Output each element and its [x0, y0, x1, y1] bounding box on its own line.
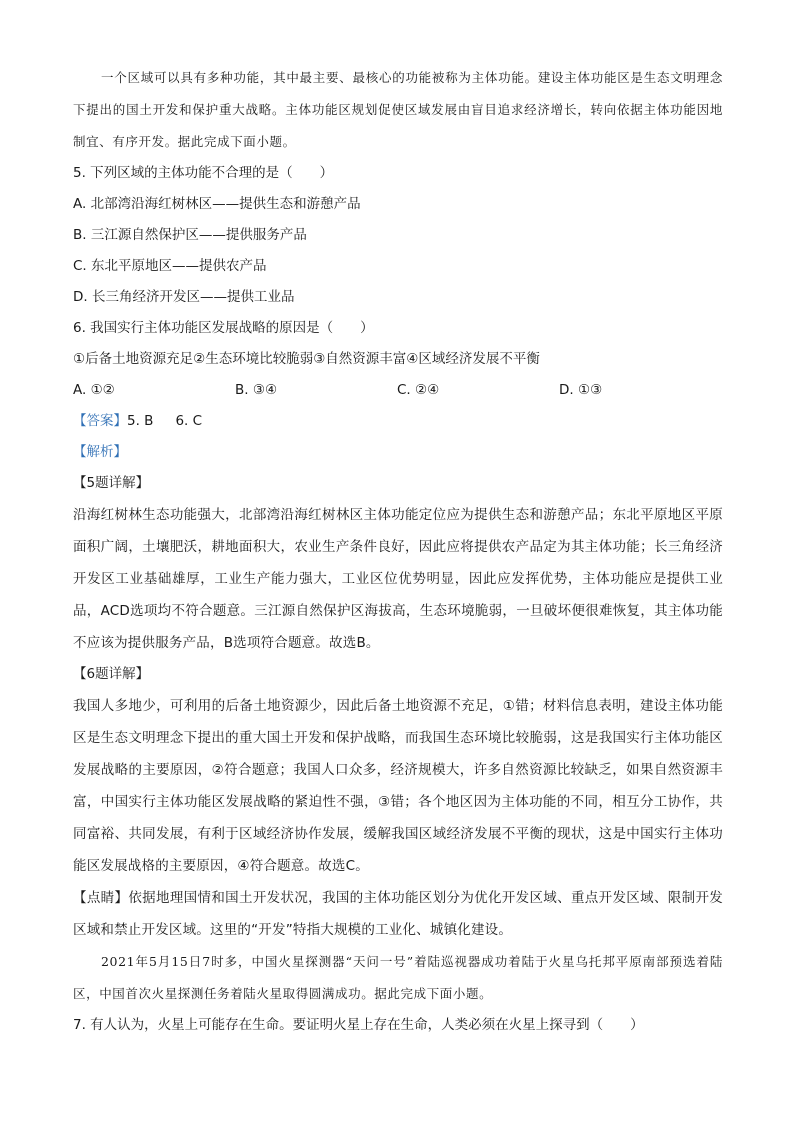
passage-2: 2021年5月15日7时多，中国火星探测器“天问一号”着陆巡视器成功着陆于火星乌托邦平原南部预选着陆区，中国首次火星探测任务着陆火星取得圆满成功。据此完成下面小题。 — [73, 954, 723, 1001]
answer-5: 5. B — [127, 413, 154, 429]
highlight-text: 依据地理国情和国土开发状况，我国的主体功能区划分为优化开发区域、重点开发区域、限制开发区域和禁止开发区域。这里的“开发”特指大规模的工业化、城镇化建设。 — [73, 890, 723, 938]
answer-line — [73, 406, 723, 437]
question-6-option-c: C. ②④ — [397, 382, 440, 398]
detail-6-label: 【6题详解】 — [73, 666, 150, 682]
detail-5-label: 【5题详解】 — [73, 475, 150, 491]
question-6-option-d: D. ①③ — [559, 382, 603, 398]
highlight-block — [73, 882, 723, 946]
intro-passage: 一个区域可以具有多种功能，其中最主要、最核心的功能被称为主体功能。建设主体功能区是生态文明理念下提出的国土开发和保护重大战略。主体功能区规划促使区域发展由盲目追求经济增长，转向依据主体功能因地制宜、有序开发。据此完成下面小题。 — [73, 70, 723, 149]
question-6-option-b: B. ③④ — [235, 382, 278, 398]
document-page — [73, 62, 723, 1041]
detail-6-text: 我国人多地少，可利用的后备土地资源少，因此后备土地资源不充足，①错；材料信息表明，建设主体功能区是生态文明理念下提出的重大国土开发和保护战略，而我国生态环境比较脆弱，这是我国实行主体功能区发展战略的主要原因，②符合题意；我国人口众多，经济规模大，许多自然资源比较缺乏，如果自然资源丰富，中国实行主体功能区发展战略的紧迫性不强，③错；各个地区因为主体功能的不同，相互分工协作，共同富裕、共同发展，有利于区域经济协作发展，缓解我国区域经济发展不平衡的现状，这是中国实行主体功能区发展战格的主要原因，④符合题意。故选C。 — [73, 698, 723, 874]
question-6-options — [73, 375, 723, 406]
question-7-stem: 7. 有人认为，火星上可能存在生命。要证明火星上存在生命，人类必须在火星上探寻到（ ） — [73, 1017, 644, 1033]
question-6-stem: 6. 我国实行主体功能区发展战略的原因是（ ） — [73, 320, 374, 336]
question-5-option-d: D. 长三角经济开发区——提供工业品 — [73, 289, 295, 305]
question-5-option-a: A. 北部湾沿海红树林区——提供生态和游憩产品 — [73, 196, 361, 212]
question-6-statements: ①后备土地资源充足②生态环境比较脆弱③自然资源丰富④区域经济发展不平衡 — [73, 351, 540, 367]
question-5-option-b: B. 三江源自然保护区——提供服务产品 — [73, 227, 307, 243]
question-6-option-a: A. ①② — [73, 382, 115, 398]
answer-label: 【答案】 — [73, 413, 127, 429]
analysis-label: 【解析】 — [73, 444, 127, 460]
answer-6: 6. C — [175, 413, 203, 429]
highlight-label: 【点睛】 — [73, 890, 129, 906]
question-5-option-c: C. 东北平原地区——提供农产品 — [73, 258, 267, 274]
question-5-stem: 5. 下列区域的主体功能不合理的是（ ） — [73, 165, 334, 181]
detail-5-text: 沿海红树林生态功能强大，北部湾沿海红树林区主体功能定位应为提供生态和游憩产品；东北平原地区平原面积广阔，土壤肥沃，耕地面积大，农业生产条件良好，因此应将提供农产品定为其主体功能；长三角经济开发区工业基础雄厚，工业生产能力强大，工业区位优势明显，因此应发挥优势，主体功能应是提供工业品，ACD选项均不符合题意。三江源自然保护区海拔高，生态环境脆弱，一旦破坏便很难恢复，其主体功能不应该为提供服务产品，B选项符合题意。故选B。 — [73, 507, 723, 651]
